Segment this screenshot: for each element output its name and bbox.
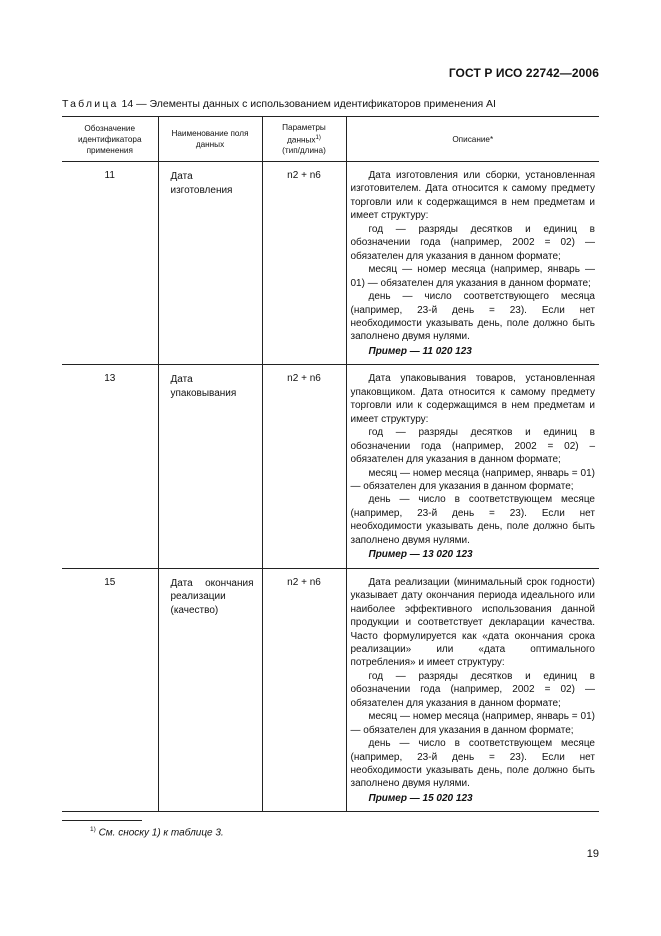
desc-paragraph: Дата изготовления или сборки, установленная изготовителем. Дата относится к самому предмету торговли или к содержащимся в нем предметам и имеет структуру: (350, 170, 595, 222)
footnote-text: См. сноску 1) к таблице 3. (98, 827, 224, 839)
desc-paragraph: год — разряды десятков и единиц в обозначении года (например, 2002 = 02) – обязателен для указания в данном формате; (350, 427, 595, 466)
row-name: Дата изготовления (158, 162, 262, 365)
table-row (62, 568, 599, 812)
header-params-label: Параметры данных (282, 122, 326, 145)
desc-example: Пример — 15 020 123 (368, 792, 473, 804)
footnote-mark: 1) (90, 826, 96, 833)
desc-paragraph: Дата упаковывания товаров, установленная упаковщиком. Дата относится к самому предмету торговли или к содержащимся в нем предметам и имеет структуру: (350, 373, 595, 425)
row-name: Дата окончания реализации (качество) (158, 568, 262, 812)
header-params-footnote-mark: 1) (315, 134, 321, 141)
header-params-sub: (тип/длина) (282, 146, 326, 156)
header-desc: Описание* (346, 117, 599, 162)
row-params: n2 + n6 (262, 365, 346, 568)
desc-paragraph: год — разряды десятков и единиц в обозначении года (например, 2002 = 02) — обязателен для указания в данном формате; (350, 670, 595, 709)
table-caption-number: 14 (121, 98, 134, 110)
desc-paragraph: Дата реализации (минимальный срок годности) указывает дату окончания периода идеального или наиболее эффективного использования данной продукции и соответствует декларации качества. Часто формулируется как «дата окончания срока реализации» или «дата оптимального потребления» и имеет структуру: (350, 576, 595, 669)
desc-paragraph: день — число в соответствующем месяце (например, 23-й день = 23). Если нет необходимости указывать день, поле должно быть заполнено двумя нулями. (350, 738, 595, 790)
row-name: Дата упаковывания (158, 365, 262, 568)
row-code: 13 (62, 365, 158, 568)
table-header-row (62, 117, 599, 162)
footnote-divider (62, 820, 142, 821)
header-name: Наименование поля данных (158, 117, 262, 162)
row-description (346, 365, 599, 568)
table-caption (62, 98, 496, 110)
header-params (262, 117, 346, 162)
row-code: 15 (62, 568, 158, 812)
row-description (346, 162, 599, 365)
row-description (346, 568, 599, 812)
desc-paragraph: год — разряды десятков и единиц в обозначении года (например, 2002 = 02) — обязателен для указания в данном формате; (350, 223, 595, 262)
page-number: 19 (586, 848, 599, 860)
footnote (90, 826, 224, 838)
desc-paragraph: день — число соответствующего месяца (например, 23-й день = 23). Если нет необходимости указывать день, поле должно быть заполнено двумя нулями. (350, 291, 595, 343)
table-row (62, 365, 599, 568)
row-code: 11 (62, 162, 158, 365)
desc-paragraph: месяц — номер месяца (например, январь = 01) — обязателен для указания в данном формате; (350, 711, 595, 736)
table-row (62, 162, 599, 365)
data-elements-table (62, 116, 599, 812)
desc-example: Пример — 13 020 123 (368, 549, 473, 561)
table-caption-text: — Элементы данных с использованием идентификаторов применения AI (136, 98, 496, 110)
desc-paragraph: месяц — номер месяца (например, январь — 01) — обязателен для указания в данном формате; (350, 264, 595, 289)
header-code: Обозначение идентификатора применения (62, 117, 158, 162)
row-params: n2 + n6 (262, 568, 346, 812)
row-params: n2 + n6 (262, 162, 346, 365)
document-code: ГОСТ Р ИСО 22742—2006 (448, 66, 599, 80)
desc-paragraph: день — число в соответствующем месяце (например, 23-й день = 23). Если нет необходимости указывать день, поле должно быть заполнено двумя нулями. (350, 494, 595, 546)
desc-example: Пример — 11 020 123 (368, 345, 472, 357)
table-caption-label: Таблица (62, 98, 119, 110)
desc-paragraph: месяц — номер месяца (например, январь = 01) — обязателен для указания в данном формате; (350, 467, 595, 492)
